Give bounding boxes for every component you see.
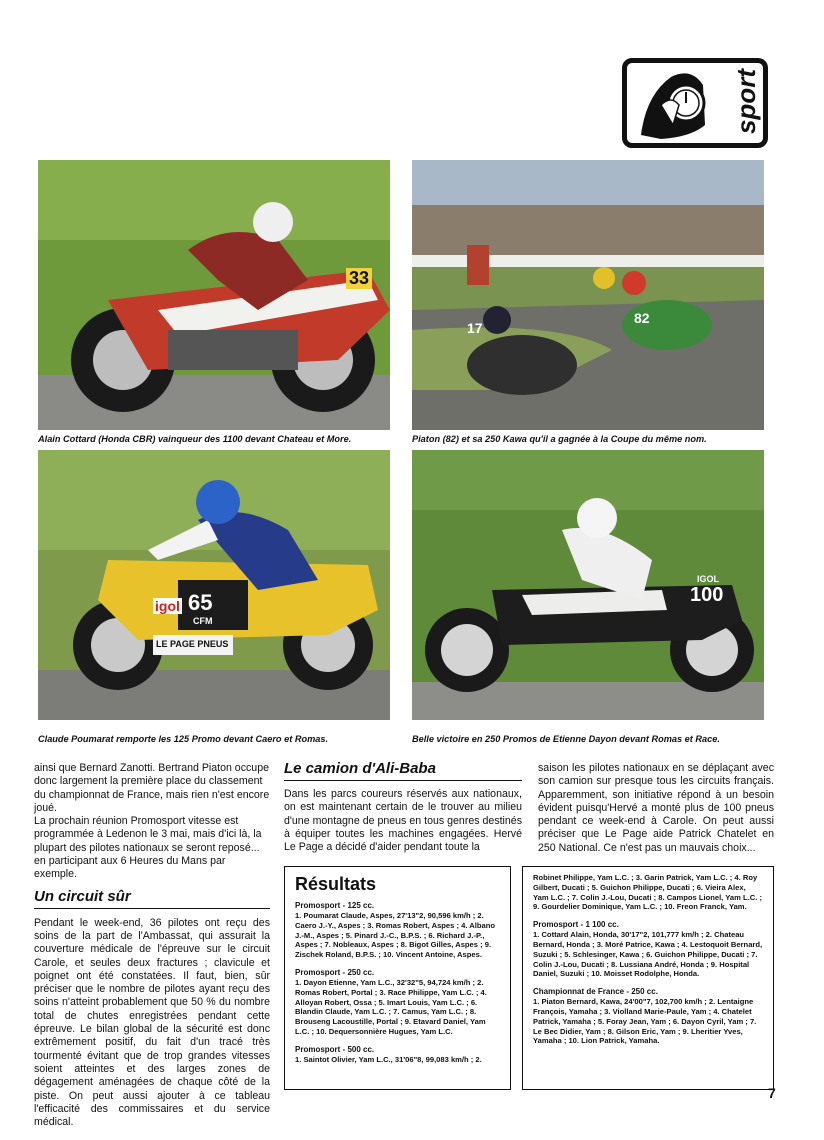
article-column-1 xyxy=(34,762,270,1129)
race-plate: 100 xyxy=(690,584,724,606)
results-category: Championnat de France - 250 cc. xyxy=(533,987,658,997)
sponsor-label: CFM xyxy=(193,616,213,626)
results-category: Promosport - 1 100 cc. xyxy=(533,920,619,930)
photo-caption: Claude Poumarat remporte les 125 Promo devant Caero et Romas. xyxy=(38,734,329,744)
results-list: 1. Piaton Bernard, Kawa, 24'00"7, 102,700 km/h ; 2. Lentaigne François, Yamaha ; 3. Violland Marie-Paule, Yam ; 4. Chatelet Patrick, Yamaha ; 5. Foray Jean, Yam ; 6. Dayon Cyril, Yam ; 7. Le Bec Didier, Yam ; 8. Gilson Eric, Yam ; 9. Lheritier Yves, Yamaha ; 10. Lion Patrick, Yamaha. xyxy=(533,997,757,1046)
article-column-3 xyxy=(538,762,774,855)
race-plate: 33 xyxy=(346,268,372,289)
page-number: 7 xyxy=(768,1085,776,1101)
paragraph: saison les pilotes nationaux en se déplaçant avec son camion sur presque tous les circuits français. Apparemment, son initiative répond à un besoin évident puisqu'Hervé a monté plus de 100 pneus pendant ce week-end à Carole. On peut aussi préciser que Le Page aide Patrick Chatelet en 250 National. Ce n'est pas un mauvais choix... xyxy=(538,762,774,854)
race-plate: 17 xyxy=(467,320,483,336)
sport-logo xyxy=(622,58,768,148)
photo-caption: Alain Cottard (Honda CBR) vainqueur des 1100 devant Chateau et More. xyxy=(38,434,352,444)
sponsor-label: IGOL xyxy=(697,574,719,584)
paragraph: Pendant le week-end, 36 pilotes ont reçu des soins de la part de l'Ambassat, qui assurait la couverture médicale de l'épreuve sur le circuit Carole, et seules deux fractures ; clavicule et poignet ont été constatées. Il faut, bien, sûr préciser que le nombre de pilotes ayant reçu des soins n'atteint probablement que 50 % du nombre total de chutes enregistrées pendant cette épreuve. Le bilan global de la sécurité est donc extrêmement positif, du fait d'un tracé très tourmenté évitant que de trop grandes vitesses soient atteintes et des larges zones de dégagement aménagées de chaque côté de la piste. On peut aussi ajouter à ce tableau l'efficacité des commissaires et du service médical. xyxy=(34,916,270,1129)
race-plate: 65 xyxy=(188,590,213,615)
photo-caption: Piaton (82) et sa 250 Kawa qu'il a gagnée à la Coupe du même nom. xyxy=(412,434,707,444)
results-box-continued xyxy=(522,866,774,1090)
results-list: 1. Saintot Olivier, Yam L.C., 31'06"8, 99,083 km/h ; 2. xyxy=(295,1054,482,1064)
paragraph: La prochain réunion Promosport vitesse est programmée à Ledenon le 3 mai, mais d'ici là, la plupart des pilotes nationaux se seront reposé... en participant aux 6 Heures du Mans par exemple. xyxy=(34,815,262,881)
results-list: 1. Poumarat Claude, Aspes, 27'13"2, 90,596 km/h ; 2. Caero J.-Y., Aspes ; 3. Romas Robert, Aspes ; 4. Albano J.-M., Aspes ; 5. Pinard J.-C., B.P.S. ; 6. Richard J.-P., Aspes ; 7. Nobleaux, Aspes ; 8. Bigot Gilles, Aspes ; 9. Zischek Roland, B.P.S. ; 10. Vincent Antoine, Aspes. xyxy=(295,911,496,960)
paragraph: ainsi que Bernard Zanotti. Bertrand Piaton occupe donc largement la première place du classement du championnat de France, mais rien n'est encore joué. xyxy=(34,762,270,814)
photo-dayon xyxy=(412,450,764,720)
photo-piaton-kawa xyxy=(412,160,764,430)
sponsor-label: igol xyxy=(155,598,180,614)
section-heading: Un circuit sûr xyxy=(34,888,270,909)
race-plate: 82 xyxy=(634,310,650,326)
results-category: Promosport - 500 cc. xyxy=(295,1044,375,1054)
stopwatch-hand-icon xyxy=(631,65,731,145)
results-box xyxy=(284,866,511,1090)
photo-cottard-honda xyxy=(38,160,390,430)
results-list: 1. Dayon Etienne, Yam L.C., 32'32"5, 94,724 km/h ; 2. Romas Robert, Portal ; 3. Race Philippe, Yam L.C. ; 4. Alloyan Robert, Ossa ; 5. Imart Louis, Yam L.C. ; 6. Blandin Claude, Yam L.C. ; 7. Camus, Yam L.C. ; 8. Brouseng Lacoustille, Portal ; 9. Etavard Daniel, Yam L.C. ; 10. Dequersonnière Hugues, Yam L.C. xyxy=(295,977,487,1036)
article-column-2 xyxy=(284,760,522,854)
logo-word: sport xyxy=(731,69,761,134)
results-title: Résultats xyxy=(295,874,377,894)
results-category: Promosport - 125 cc. xyxy=(295,901,375,910)
section-heading: Le camion d'Ali-Baba xyxy=(284,760,522,781)
results-category: Promosport - 250 cc. xyxy=(295,967,375,977)
photo-poumarat xyxy=(38,450,390,720)
paragraph: Dans les parcs coureurs réservés aux nationaux, on est maintenant certain de le trouver au milieu d'une montagne de pneus en tous genres destinés à équiper toutes les machines engagées. Hervé Le Page a décidé d'aider pendant toute la xyxy=(284,788,522,854)
sponsor-label: LE PAGE PNEUS xyxy=(156,639,229,649)
results-list: 1. Cottard Alain, Honda, 30'17"2, 101,777 km/h ; 2. Chateau Bernard, Honda ; 3. Moré Patrice, Kawa ; 4. Lestoquoit Bernard, Suzuki ; 5. Schlesinger, Kawa ; 6. Guichon Philippe, Ducati ; 7. Colin J.-Lou, Ducati ; 8. Lussiana André, Honda ; 9. Hospital Daniel, Suzuki ; 10. Moisset Rodolphe, Honda. xyxy=(533,930,763,979)
results-list: Robinet Philippe, Yam L.C. ; 3. Garin Patrick, Yam L.C. ; 4. Roy Gilbert, Ducati ; 5. Guichon Philippe, Ducati ; 6. Vieira Alex, Yam L.C. ; 7. Colin J.-Lou, Ducati ; 8. Campos Lionel, Yam L.C. ; 9. Gourdelier Dominique, Yam L.C. ; 10. Freon Franck, Yam. xyxy=(533,873,762,912)
photo-caption: Belle victoire en 250 Promos de Etienne Dayon devant Romas et Race. xyxy=(412,734,720,744)
